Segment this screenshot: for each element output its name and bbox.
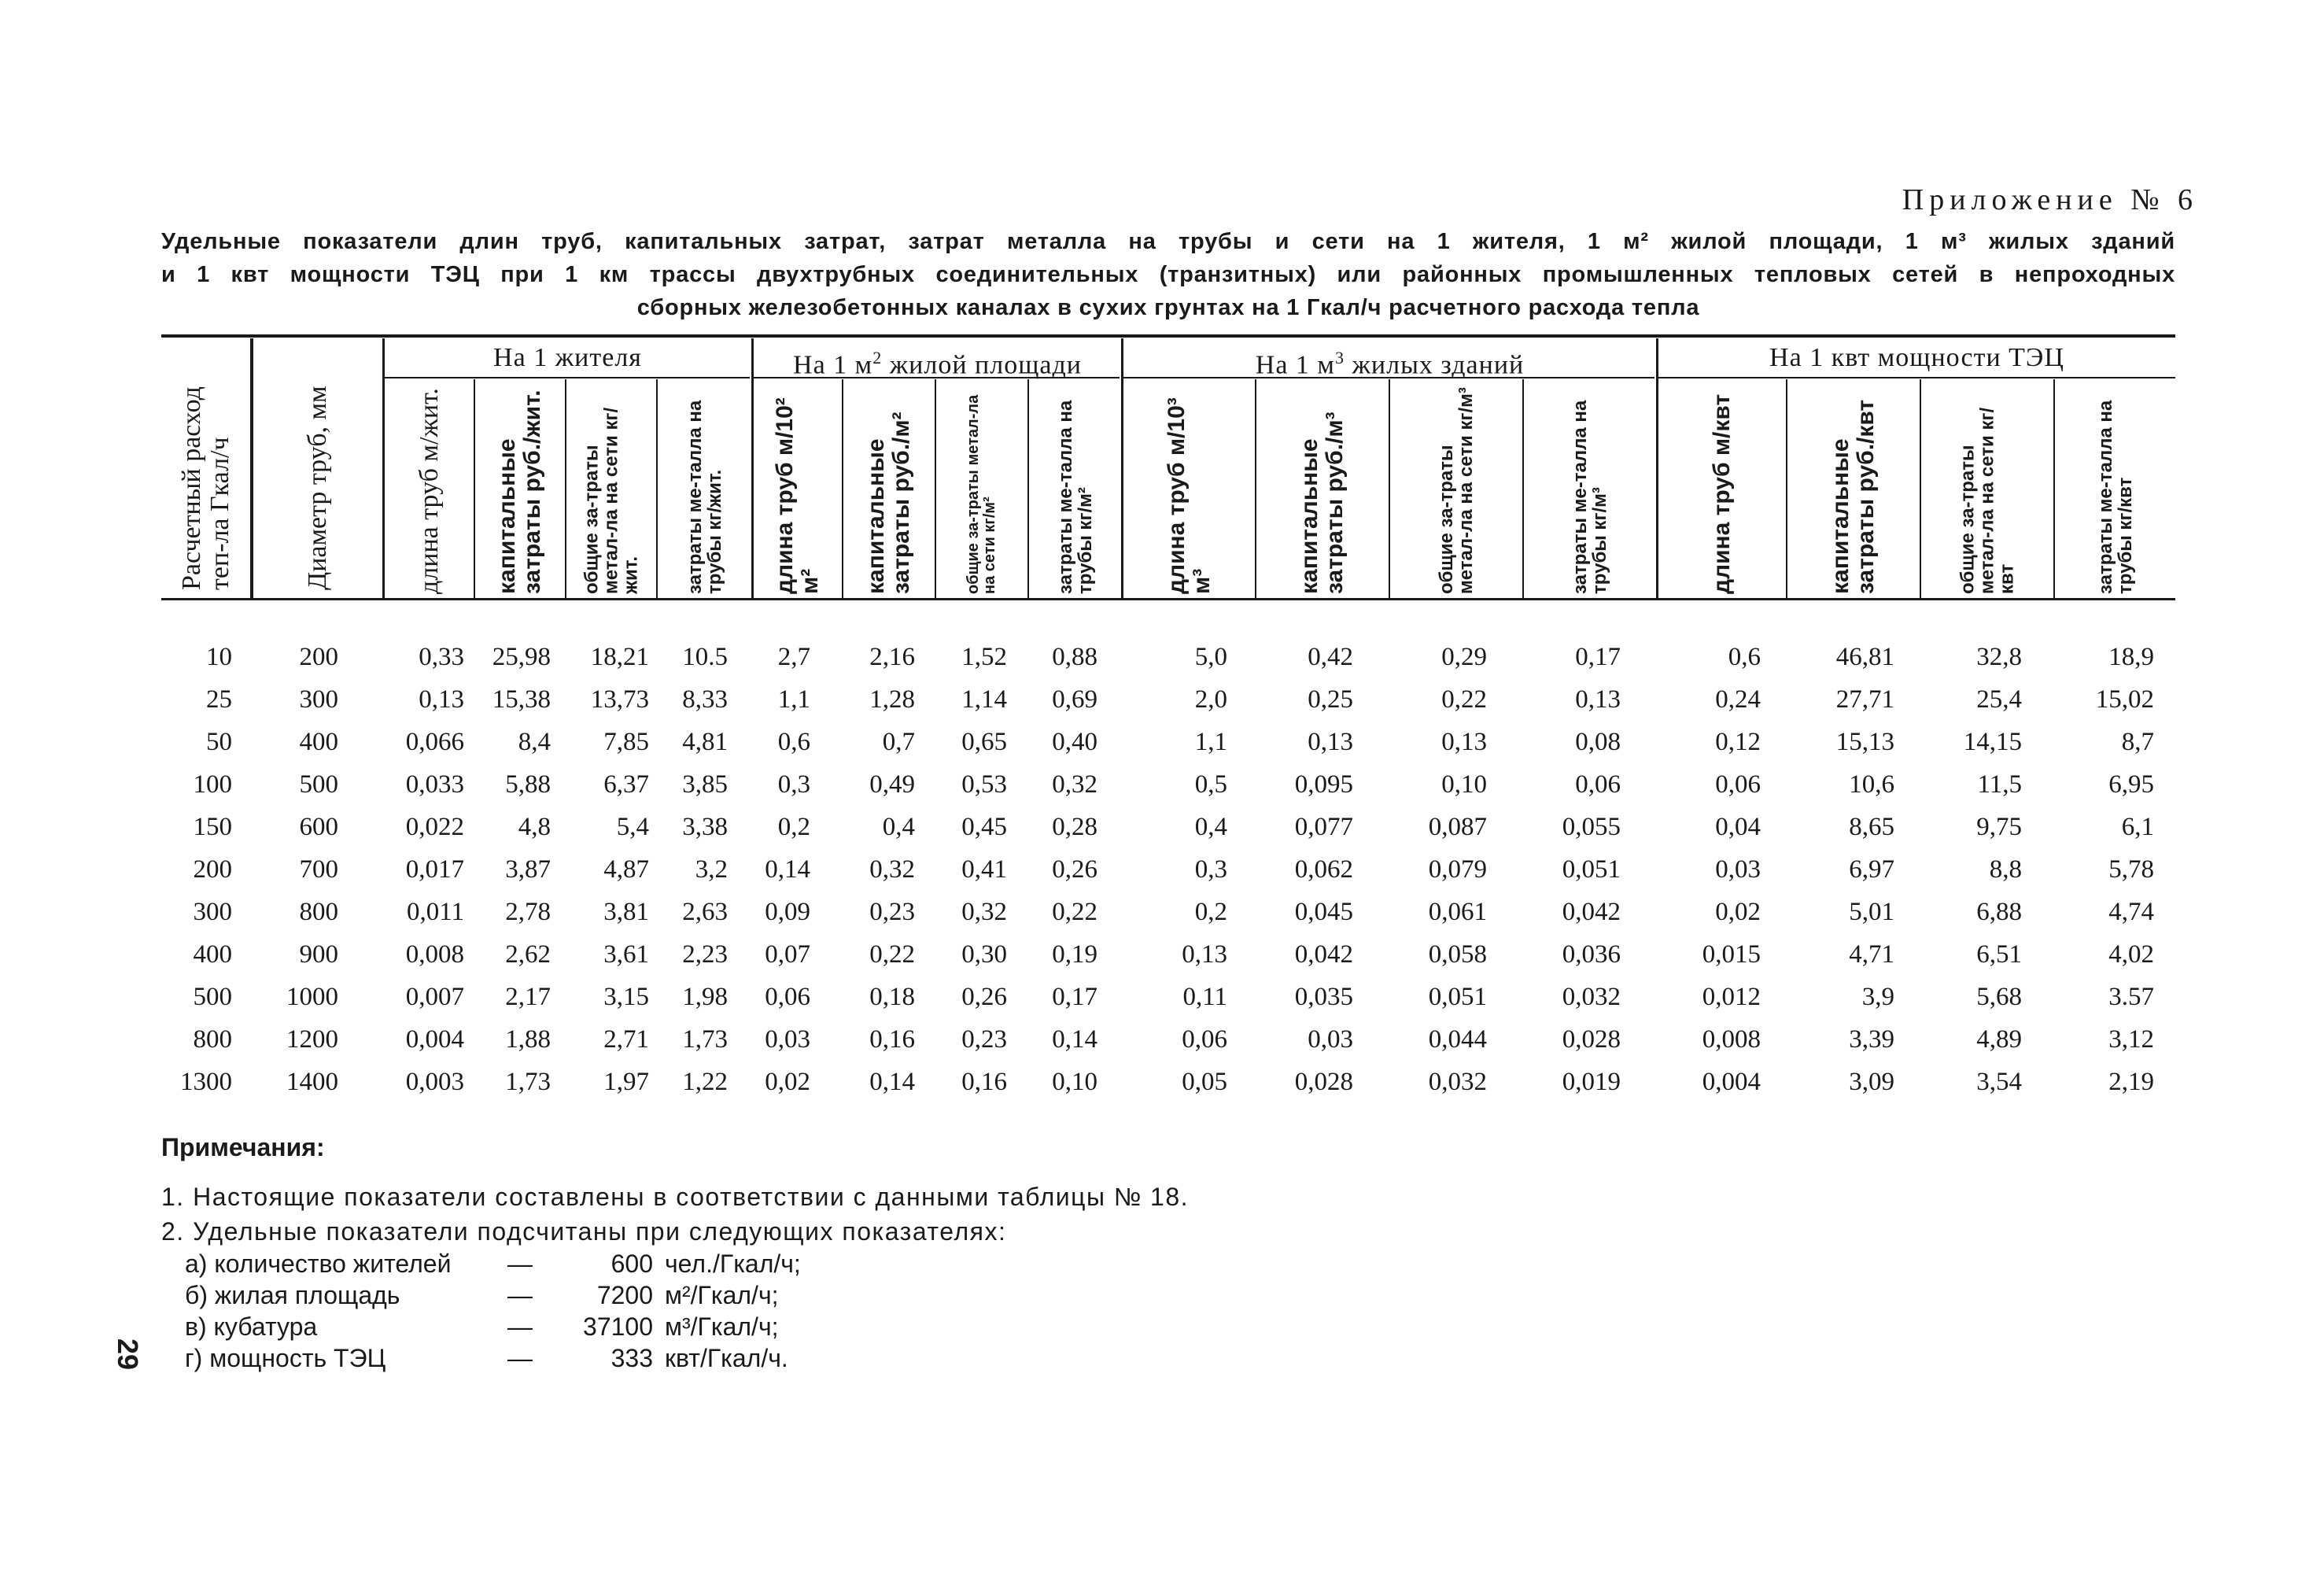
group-header-per-m2: На 1 $м^2$ жилой площади: [793, 348, 1082, 380]
table-cell: 0,012: [1702, 983, 1761, 1011]
table-cell: 0,32: [961, 898, 1007, 926]
table-cell: 0,066: [405, 728, 464, 756]
table-cell: 0,028: [1294, 1068, 1353, 1096]
table-cell: 0,06: [1715, 770, 1761, 799]
table-row: [0, 891, 2324, 933]
table-cell: 8,8: [1989, 855, 2022, 884]
table-cell: 0,077: [1294, 813, 1353, 841]
table-cell: 0,17: [1052, 983, 1097, 1011]
table-row: [0, 721, 2324, 763]
table-cell: 1300: [180, 1068, 232, 1096]
table-row: [0, 848, 2324, 891]
table-cell: 0,2: [1194, 898, 1227, 926]
table-cell: 0,036: [1562, 940, 1621, 969]
table-cell: 800: [193, 1025, 232, 1054]
table-cell: 0,087: [1428, 813, 1487, 841]
table-cell: 0,079: [1428, 855, 1487, 884]
table-row: [0, 1061, 2324, 1103]
table-cell: 3,87: [505, 855, 551, 884]
table-cell: 0,02: [1715, 898, 1761, 926]
table-cell: 15,13: [1835, 728, 1894, 756]
table-cell: 4,74: [2108, 898, 2154, 926]
table-cell: 0,058: [1428, 940, 1487, 969]
table-cell: 15,02: [2095, 685, 2154, 714]
page-number: 29: [112, 1338, 145, 1371]
table-cell: 0,055: [1562, 813, 1621, 841]
table-cell: 0,3: [777, 770, 810, 799]
col-header-volume-length: длина труб м/10³ м³: [1163, 397, 1215, 594]
table-cell: 200: [193, 855, 232, 884]
table-cell: 1,52: [961, 643, 1007, 671]
table-cell: 8,65: [1849, 813, 1894, 841]
table-cell: 4,8: [518, 813, 551, 841]
table-cell: 32,8: [1976, 643, 2022, 671]
table-cell: 0,40: [1052, 728, 1097, 756]
table-row: [0, 636, 2324, 678]
table-cell: 3,81: [603, 898, 649, 926]
table-cell: 0,4: [882, 813, 915, 841]
table-cell: 0,13: [1441, 728, 1487, 756]
table-cell: 2,78: [505, 898, 551, 926]
table-cell: 1200: [286, 1025, 338, 1054]
table-cell: 0,45: [961, 813, 1007, 841]
note-item-label: а) количество жителей: [185, 1250, 452, 1278]
col-header-kw-length: длина труб м/квт: [1709, 393, 1735, 594]
note-item-dash: —: [507, 1281, 533, 1309]
table-cell: 1,1: [777, 685, 810, 714]
table-cell: 0,32: [1052, 770, 1097, 799]
col-header-kw-general-metal: общие за-траты метал-ла на сети кг/квт: [1957, 407, 2018, 594]
table-cell: 3,2: [695, 855, 728, 884]
table-cell: 0,03: [1715, 855, 1761, 884]
table-row: [0, 678, 2324, 721]
table-cell: 1,22: [682, 1068, 728, 1096]
table-cell: 0,015: [1702, 940, 1761, 969]
table-cell: 0,004: [405, 1025, 464, 1054]
table-cell: 1,73: [505, 1068, 551, 1096]
table-cell: 500: [193, 983, 232, 1011]
table-cell: 2,63: [682, 898, 728, 926]
table-cell: 3,9: [1861, 983, 1894, 1011]
table-cell: 6,37: [603, 770, 649, 799]
table-cell: 0,14: [765, 855, 810, 884]
table-cell: 0,035: [1294, 983, 1353, 1011]
appendix-label: Приложение № 6: [1902, 183, 2198, 216]
table-cell: 2,71: [603, 1025, 649, 1054]
notes-title: Примечания:: [161, 1133, 325, 1161]
table-cell: 0,05: [1182, 1068, 1227, 1096]
table-cell: 0,019: [1562, 1068, 1621, 1096]
table-cell: 2,62: [505, 940, 551, 969]
table-cell: 0,06: [765, 983, 810, 1011]
table-cell: 3,39: [1849, 1025, 1894, 1054]
table-cell: 46,81: [1835, 643, 1894, 671]
table-cell: 0,24: [1715, 685, 1761, 714]
note-item-value: 333: [611, 1344, 653, 1372]
table-cell: 2,19: [2108, 1068, 2154, 1096]
table-cell: 3,61: [603, 940, 649, 969]
table-cell: 8,4: [518, 728, 551, 756]
table-cell: 1,88: [505, 1025, 551, 1054]
table-cell: 6,97: [1849, 855, 1894, 884]
table-cell: 0,03: [1308, 1025, 1353, 1054]
table-cell: 0,051: [1428, 983, 1487, 1011]
note-item-dash: —: [507, 1312, 533, 1341]
note-item-label: г) мощность ТЭЦ: [185, 1344, 386, 1372]
table-cell: 0,14: [869, 1068, 915, 1096]
table-cell: 0,017: [405, 855, 464, 884]
table-cell: 3,09: [1849, 1068, 1894, 1096]
table-cell: 2,23: [682, 940, 728, 969]
table-cell: 1000: [286, 983, 338, 1011]
table-cell: 150: [193, 813, 232, 841]
table-cell: 0,18: [869, 983, 915, 1011]
table-cell: 5,01: [1849, 898, 1894, 926]
table-cell: 4,81: [682, 728, 728, 756]
table-cell: 100: [193, 770, 232, 799]
table-cell: 0,22: [1052, 898, 1097, 926]
table-cell: 5,0: [1194, 643, 1227, 671]
table-cell: 0,17: [1575, 643, 1621, 671]
col-header-area-general-metal: общие за-траты метал-ла на сети кг/м²: [965, 394, 998, 594]
col-header-flow: Расчетный расход теп-ла Гкал/ч: [176, 386, 234, 590]
table-cell: 3,38: [682, 813, 728, 841]
table-cell: 3.57: [2108, 983, 2154, 1011]
table-cell: 0,08: [1575, 728, 1621, 756]
table-cell: 400: [193, 940, 232, 969]
table-cell: 400: [299, 728, 338, 756]
table-cell: 0,23: [961, 1025, 1007, 1054]
table-cell: 900: [299, 940, 338, 969]
table-cell: 3,15: [603, 983, 649, 1011]
table-cell: 0,051: [1562, 855, 1621, 884]
table-cell: 0,30: [961, 940, 1007, 969]
table-cell: 0,045: [1294, 898, 1353, 926]
note-item-value: 600: [611, 1250, 653, 1278]
table-cell: 0,003: [405, 1068, 464, 1096]
table-cell: 0,004: [1702, 1068, 1761, 1096]
table-cell: 18,21: [590, 643, 649, 671]
table-cell: 3,85: [682, 770, 728, 799]
table-cell: 1,28: [869, 685, 915, 714]
table-cell: 300: [299, 685, 338, 714]
table-cell: 1,97: [603, 1068, 649, 1096]
table-cell: 0,061: [1428, 898, 1487, 926]
table-cell: 2,16: [869, 643, 915, 671]
note-1: 1. Настоящие показатели составлены в соответствии с данными таблицы № 18.: [161, 1183, 1190, 1211]
table-cell: 9,75: [1976, 813, 2022, 841]
table-cell: 1,73: [682, 1025, 728, 1054]
table-cell: 0,13: [1308, 728, 1353, 756]
table-cell: 0,19: [1052, 940, 1097, 969]
table-cell: 0,13: [1182, 940, 1227, 969]
table-cell: 0,25: [1308, 685, 1353, 714]
table-cell: 6,95: [2108, 770, 2154, 799]
table-cell: 13,73: [590, 685, 649, 714]
table-cell: 0,12: [1715, 728, 1761, 756]
col-header-resident-pipe-metal: затраты ме-талла на трубы кг/жит.: [684, 400, 725, 594]
table-cell: 0,095: [1294, 770, 1353, 799]
table-cell: 4,89: [1976, 1025, 2022, 1054]
table-cell: 0,88: [1052, 643, 1097, 671]
table-cell: 1400: [286, 1068, 338, 1096]
note-item-dash: —: [507, 1250, 533, 1278]
table-cell: 10,6: [1849, 770, 1894, 799]
table-cell: 0,69: [1052, 685, 1097, 714]
col-header-area-length: длина труб м/10² м²: [772, 397, 823, 594]
table-cell: 0,28: [1052, 813, 1097, 841]
table-cell: 0,26: [1052, 855, 1097, 884]
table-cell: 0,22: [1441, 685, 1487, 714]
table-cell: 3,12: [2108, 1025, 2154, 1054]
table-cell: 0,6: [777, 728, 810, 756]
table-cell: 1,98: [682, 983, 728, 1011]
table-cell: 0,07: [765, 940, 810, 969]
table-cell: 8,33: [682, 685, 728, 714]
table-row: [0, 1018, 2324, 1061]
table-cell: 0,032: [1428, 1068, 1487, 1096]
table-cell: 0,33: [419, 643, 464, 671]
table-cell: 10.5: [682, 643, 728, 671]
table-cell: 0,13: [419, 685, 464, 714]
note-item-unit: м³/Гкал/ч;: [665, 1312, 779, 1341]
note-item-value: 7200: [596, 1281, 653, 1309]
col-header-diameter: Диаметр труб, мм: [303, 386, 332, 590]
table-cell: 18,9: [2108, 643, 2154, 671]
table-cell: 0,10: [1052, 1068, 1097, 1096]
table-cell: 0,41: [961, 855, 1007, 884]
table-cell: 15,38: [492, 685, 551, 714]
table-cell: 0,062: [1294, 855, 1353, 884]
table-cell: 500: [299, 770, 338, 799]
table-cell: 6,51: [1976, 940, 2022, 969]
table-cell: 700: [299, 855, 338, 884]
table-cell: 0,6: [1728, 643, 1761, 671]
table-cell: 0,06: [1182, 1025, 1227, 1054]
table-cell: 0,06: [1575, 770, 1621, 799]
note-item-label: б) жилая площадь: [185, 1281, 400, 1309]
table-top-rule: [161, 334, 2175, 338]
table-cell: 0,03: [765, 1025, 810, 1054]
table-cell: 0,16: [869, 1025, 915, 1054]
col-header-resident-length: длина труб м/жит.: [414, 387, 444, 594]
table-cell: 6,88: [1976, 898, 2022, 926]
note-item-unit: чел./Гкал/ч;: [665, 1250, 801, 1278]
table-cell: 0,032: [1562, 983, 1621, 1011]
table-cell: 50: [206, 728, 232, 756]
note-item-dash: —: [507, 1344, 533, 1372]
table-cell: 0,3: [1194, 855, 1227, 884]
table-cell: 0,29: [1441, 643, 1487, 671]
table-cell: 25,4: [1976, 685, 2022, 714]
note-2: 2. Удельные показатели подсчитаны при следующих показателях:: [161, 1217, 1007, 1246]
table-row: [0, 763, 2324, 806]
table-cell: 0,11: [1182, 983, 1227, 1011]
table-cell: 300: [193, 898, 232, 926]
table-cell: 25: [206, 685, 232, 714]
table-cell: 4,02: [2108, 940, 2154, 969]
table-cell: 2,0: [1194, 685, 1227, 714]
table-cell: 4,71: [1849, 940, 1894, 969]
table-cell: 8,7: [2121, 728, 2154, 756]
col-header-volume-pipe-metal: затраты ме-талла на трубы кг/м³: [1570, 400, 1610, 594]
table-cell: 27,71: [1835, 685, 1894, 714]
table-caption: [161, 225, 2175, 324]
table-cell: 0,26: [961, 983, 1007, 1011]
table-cell: 0,22: [869, 940, 915, 969]
table-cell: 0,007: [405, 983, 464, 1011]
table-cell: 1,14: [961, 685, 1007, 714]
table-cell: 10: [206, 643, 232, 671]
col-header-kw-pipe-metal: затраты ме-талла на трубы кг/квт: [2094, 400, 2136, 594]
table-cell: 0,16: [961, 1068, 1007, 1096]
col-header-volume-capital: капитальные затраты руб./м³: [1297, 411, 1348, 594]
table-cell: 0,04: [1715, 813, 1761, 841]
group-header-per-kw: На 1 квт мощности ТЭЦ: [1769, 343, 2064, 372]
table-cell: 1,1: [1194, 728, 1227, 756]
table-cell: 0,23: [869, 898, 915, 926]
table-cell: 0,044: [1428, 1025, 1487, 1054]
caption-line-3: сборных железобетонных каналах в сухих грунтах на 1 Гкал/ч расчетного расхода тепла: [636, 295, 1700, 320]
table-cell: 0,42: [1308, 643, 1353, 671]
table-cell: 0,49: [869, 770, 915, 799]
table-cell: 0,022: [405, 813, 464, 841]
table-row: [0, 933, 2324, 976]
table-cell: 14,15: [1963, 728, 2022, 756]
table-cell: 5,4: [616, 813, 649, 841]
header-bottom-rule: [161, 598, 2175, 600]
table-cell: 0,14: [1052, 1025, 1097, 1054]
col-header-area-capital: капитальные затраты руб./м²: [863, 411, 914, 594]
col-header-area-pipe-metal: затраты ме-талла на трубы кг/м²: [1054, 400, 1096, 594]
table-cell: 11,5: [1977, 770, 2022, 799]
table-cell: 0,028: [1562, 1025, 1621, 1054]
table-cell: 800: [299, 898, 338, 926]
note-item-unit: м²/Гкал/ч;: [665, 1281, 779, 1309]
caption-line-1: Удельные показатели длин труб, капитальных затрат, затрат металла на трубы и сети на 1 жителя, 1 м² жилой площади, 1 м³ жилых зданий: [161, 229, 2175, 254]
table-cell: 3,54: [1976, 1068, 2022, 1096]
col-header-kw-capital: капитальные затраты руб./квт: [1828, 399, 1879, 594]
table-cell: 200: [299, 643, 338, 671]
table-cell: 0,7: [882, 728, 915, 756]
table-cell: 5,78: [2108, 855, 2154, 884]
table-cell: 2,17: [505, 983, 551, 1011]
col-header-volume-general-metal: общие за-траты метал-ла на сети кг/м³: [1436, 386, 1477, 594]
col-header-resident-general-metal: общие за-траты метал-ла на сети кг/жит.: [581, 407, 642, 594]
group-header-per-resident: На 1 жителя: [493, 343, 642, 372]
table-row: [0, 976, 2324, 1018]
table-cell: 0,011: [406, 898, 464, 926]
table-cell: 0,13: [1575, 685, 1621, 714]
table-cell: 600: [299, 813, 338, 841]
col-header-resident-capital: капитальные затраты руб./жит.: [494, 389, 545, 594]
table-cell: 5,88: [505, 770, 551, 799]
table-cell: 0,5: [1194, 770, 1227, 799]
table-cell: 5,68: [1976, 983, 2022, 1011]
table-cell: 0,008: [1702, 1025, 1761, 1054]
table-cell: 0,042: [1562, 898, 1621, 926]
table-cell: 0,53: [961, 770, 1007, 799]
table-cell: 0,32: [869, 855, 915, 884]
table-cell: 0,09: [765, 898, 810, 926]
table-cell: 7,85: [603, 728, 649, 756]
note-item-value: 37100: [583, 1312, 653, 1341]
table-row: [0, 806, 2324, 848]
table-cell: 0,2: [777, 813, 810, 841]
table-cell: 0,008: [405, 940, 464, 969]
note-item-unit: квт/Гкал/ч.: [665, 1344, 788, 1372]
table-cell: 4,87: [603, 855, 649, 884]
table-cell: 0,65: [961, 728, 1007, 756]
table-cell: 2,7: [777, 643, 810, 671]
group-header-per-m3: На 1 $м^3$ жилых зданий: [1255, 348, 1525, 380]
table-cell: 0,4: [1194, 813, 1227, 841]
caption-line-2: и 1 квт мощности ТЭЦ при 1 км трассы двухтрубных соединительных (транзитных) или районных промышленных тепловых сетей в непроходных: [161, 262, 2175, 287]
note-item-label: в) кубатура: [185, 1312, 318, 1341]
table-cell: 0,10: [1441, 770, 1487, 799]
notes: [161, 1133, 1189, 1249]
table-cell: 0,033: [405, 770, 464, 799]
table-cell: 0,02: [765, 1068, 810, 1096]
table-cell: 25,98: [492, 643, 551, 671]
table-cell: 0,042: [1294, 940, 1353, 969]
table-cell: 6,1: [2121, 813, 2154, 841]
